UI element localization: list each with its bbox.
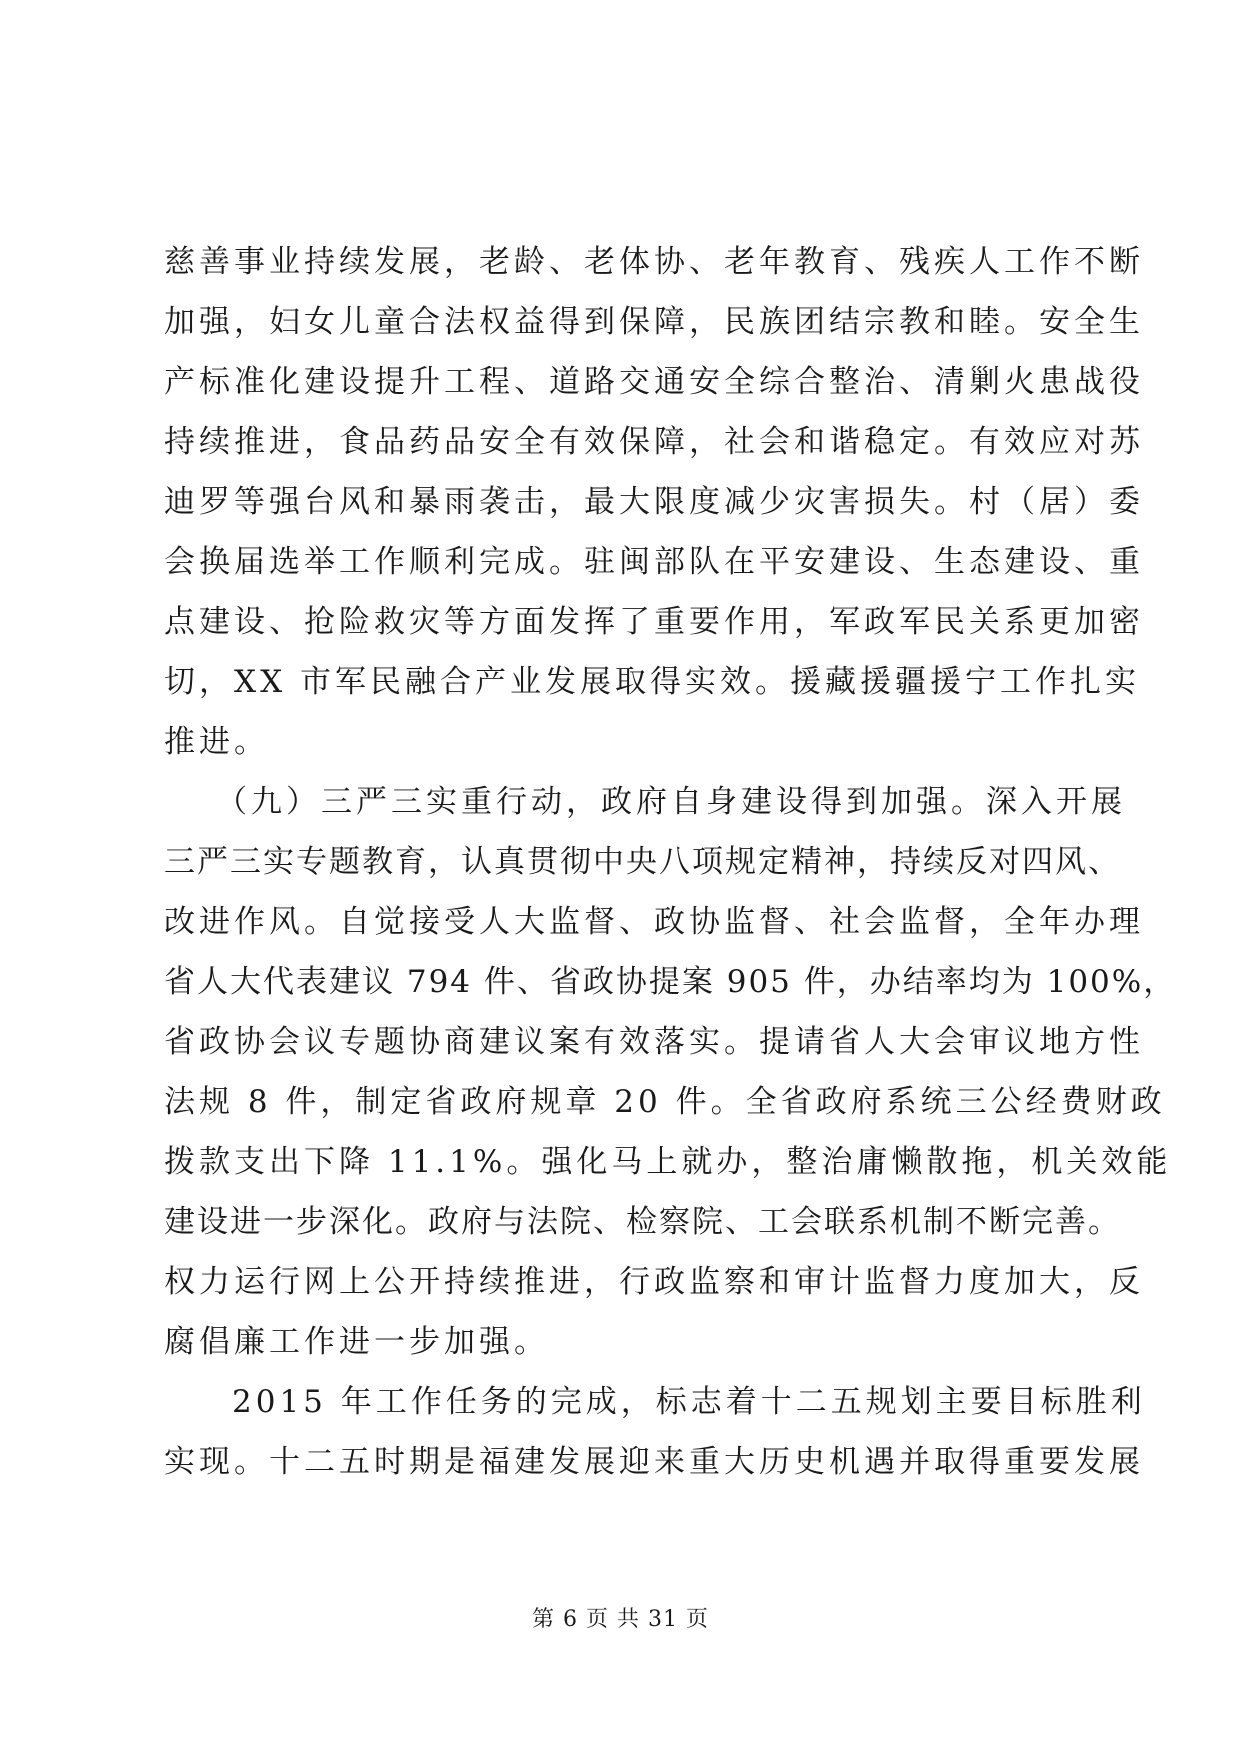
text-line: 慈善事业持续发展，老龄、老体协、老年教育、残疾人工作不断 — [164, 244, 1144, 280]
text-line: 三严三实专题教育，认真贯彻中央八项规定精神，持续反对四风、 — [164, 844, 1121, 880]
text-line: 实现。十二五时期是福建发展迎来重大历史机遇并取得重要发展 — [164, 1444, 1144, 1480]
text-line: 腐倡廉工作进一步加强。 — [164, 1324, 549, 1360]
text-line: 产标准化建设提升工程、道路交通安全综合整治、清剿火患战役 — [164, 364, 1144, 400]
paragraph-start-line: 2015 年工作任务的完成，标志着十二五规划主要目标胜利 — [232, 1384, 1146, 1420]
text-line: 改进作风。自觉接受人大监督、政协监督、社会监督，全年办理 — [164, 904, 1144, 940]
text-line: 加强，妇女儿童合法权益得到保障，民族团结宗教和睦。安全生 — [164, 304, 1144, 340]
text-line: 省人大代表建议 794 件、省政协提案 905 件，办结率均为 100%， — [164, 964, 1177, 1000]
text-line: 建设进一步深化。政府与法院、检察院、工会联系机制不断完善。 — [164, 1204, 1121, 1240]
page-number-footer: 第 6 页 共 31 页 — [532, 1607, 709, 1632]
text-line: 法规 8 件，制定省政府规章 20 件。全省政府系统三公经费财政 — [164, 1084, 1166, 1120]
text-line: 点建设、抢险救灾等方面发挥了重要作用，军政军民关系更加密 — [164, 604, 1144, 640]
text-line: 切，XX 市军民融合产业发展取得实效。援藏援疆援宁工作扎实 — [164, 664, 1140, 700]
text-line: 拨款支出下降 11.1%。强化马上就办，整治庸懒散拖，机关效能 — [164, 1144, 1172, 1180]
text-line: 省政协会议专题协商建议案有效落实。提请省人大会审议地方性 — [164, 1024, 1144, 1060]
paragraph-start-line: （九）三严三实重行动，政府自身建设得到加强。深入开展 — [216, 784, 1126, 820]
text-line: 会换届选举工作顺利完成。驻闽部队在平安建设、生态建设、重 — [164, 544, 1144, 580]
text-line: 权力运行网上公开持续推进，行政监察和审计监督力度加大，反 — [164, 1264, 1144, 1300]
text-line: 迪罗等强台风和暴雨袭击，最大限度减少灾害损失。村（居）委 — [164, 484, 1144, 520]
text-line: 持续推进，食品药品安全有效保障，社会和谐稳定。有效应对苏 — [164, 424, 1144, 460]
text-line: 推进。 — [164, 724, 269, 760]
